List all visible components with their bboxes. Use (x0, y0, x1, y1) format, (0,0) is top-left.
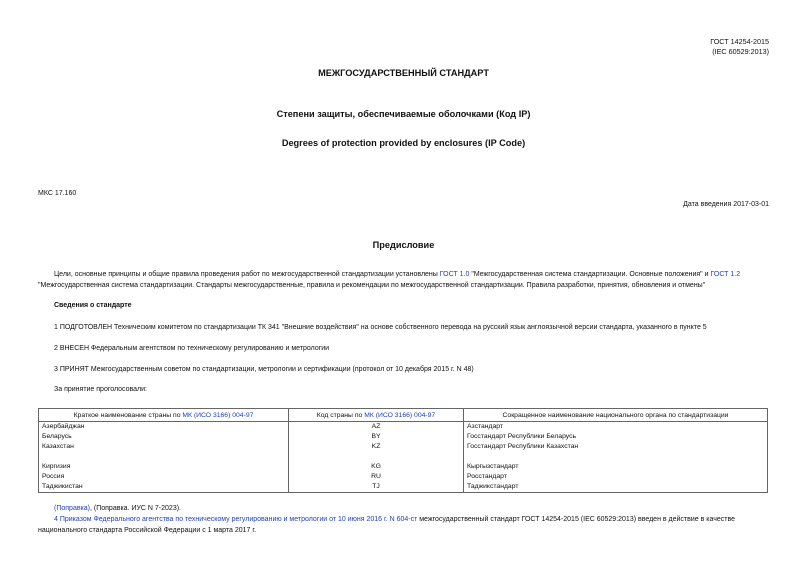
item-4 (38, 514, 768, 536)
column-header-code (289, 409, 464, 422)
table-row (39, 432, 768, 442)
item-1: 1 ПОДГОТОВЛЕН Техническим комитетом по стандартизации ТК 341 "Внешние воздействия" на основе собственного перевода на русский язык англоязычной версии стандарта, указанного в пункте 5 (54, 324, 707, 331)
title-english: Degrees of protection provided by enclosures (IP Code) (281, 138, 526, 148)
code-cell: TJ (289, 482, 464, 493)
voted-label: За принятие проголосовали: (54, 386, 147, 393)
column-header-body: Сокращенное наименование национального органа по стандартизации (464, 409, 768, 422)
code-cell: RU (289, 472, 464, 482)
foreword-heading: Предисловие (372, 240, 435, 250)
body-cell: Кыргызстандарт (464, 462, 768, 472)
body-cell: Госстандарт Республики Беларусь (464, 432, 768, 442)
table-row (39, 422, 768, 433)
document-type-title: МЕЖГОСУДАРСТВЕННЫЙ СТАНДАРТ (318, 68, 489, 78)
table-row (39, 452, 768, 462)
mk-iso-3166-link[interactable]: МК (ИСО 3166) 004-97 (182, 411, 254, 419)
body-cell: Азстандарт (464, 422, 768, 433)
body-cell: Росстандарт (464, 472, 768, 482)
table-row (39, 472, 768, 482)
amendment-text: (Поправка. ИУС N 7-2023). (93, 505, 181, 512)
mk-iso-3166-link[interactable]: МК (ИСО 3166) 004-97 (364, 411, 436, 419)
body-cell (464, 452, 768, 462)
document-header (710, 37, 769, 57)
body-cell: Госстандарт Республики Казахстан (464, 442, 768, 452)
amendment-note (54, 503, 784, 514)
foreword-paragraph (38, 269, 768, 291)
code-cell (289, 452, 464, 462)
country-cell: Азербайджан (39, 422, 289, 433)
item-2: 2 ВНЕСЕН Федеральным агентством по техническому регулированию и метрологии (54, 345, 330, 352)
country-cell: Киргизия (39, 462, 289, 472)
gost-1-0-link[interactable]: ГОСТ 1.0 (439, 271, 470, 278)
table-row (39, 442, 768, 452)
introduction-date: Дата введения 2017-03-01 (683, 201, 769, 208)
title-russian: Степени защиты, обеспечиваемые оболочками (Код IP) (276, 109, 531, 119)
country-cell: Россия (39, 472, 289, 482)
code-cell: KG (289, 462, 464, 472)
code-cell: BY (289, 432, 464, 442)
table-row (39, 462, 768, 472)
standard-info-heading: Сведения о стандарте (54, 302, 132, 309)
body-cell: Таджикстандарт (464, 482, 768, 493)
country-cell: Таджикистан (39, 482, 289, 493)
table-row (39, 482, 768, 493)
item-3: 3 ПРИНЯТ Межгосударственным советом по стандартизации, метрологии и сертификации (протокол от 10 декабря 2015 г. N 48) (54, 366, 474, 373)
standard-iec-number: (IEC 60529:2013) (712, 47, 769, 56)
amendment-link[interactable]: (Поправка) (54, 505, 90, 512)
mks-code: МКС 17.160 (38, 190, 77, 197)
column-header-country (39, 409, 289, 422)
item-4-text: межгосударственный стандарт ГОСТ 14254-2015 (IEC 60529:2013) введен в действие в качестве национального стандарта Российской Федерации с 1 марта 2017 г. (38, 516, 736, 534)
code-cell: AZ (289, 422, 464, 433)
paragraph-text: "Межгосударственная система стандартизации. Основные положения" и (469, 271, 711, 278)
code-cell: KZ (289, 442, 464, 452)
header-text: Код страны по (316, 411, 365, 419)
voting-countries-table (38, 408, 768, 493)
country-cell: Беларусь (39, 432, 289, 442)
order-link[interactable]: 4 Приказом Федерального агентства по техническому регулированию и метрологии от 10 июня 2016 г. N 604-ст (54, 516, 418, 523)
gost-1-2-link[interactable]: ГОСТ 1.2 (710, 271, 741, 278)
header-text: Краткое наименование страны по (73, 411, 183, 419)
separator: , (90, 505, 94, 512)
table-header-row (39, 409, 768, 422)
country-cell: Казахстан (39, 442, 289, 452)
standard-number: ГОСТ 14254-2015 (710, 37, 769, 46)
country-cell (39, 452, 289, 462)
paragraph-text: "Межгосударственная система стандартизации. Стандарты межгосударственные, правила и рекомендации по межгосударственной стандартизации. Правила разработки, принятия, обновления и отмены" (38, 282, 706, 289)
paragraph-text: Цели, основные принципы и общие правила проведения работ по межгосударственной стандартизации установлены (54, 271, 440, 278)
